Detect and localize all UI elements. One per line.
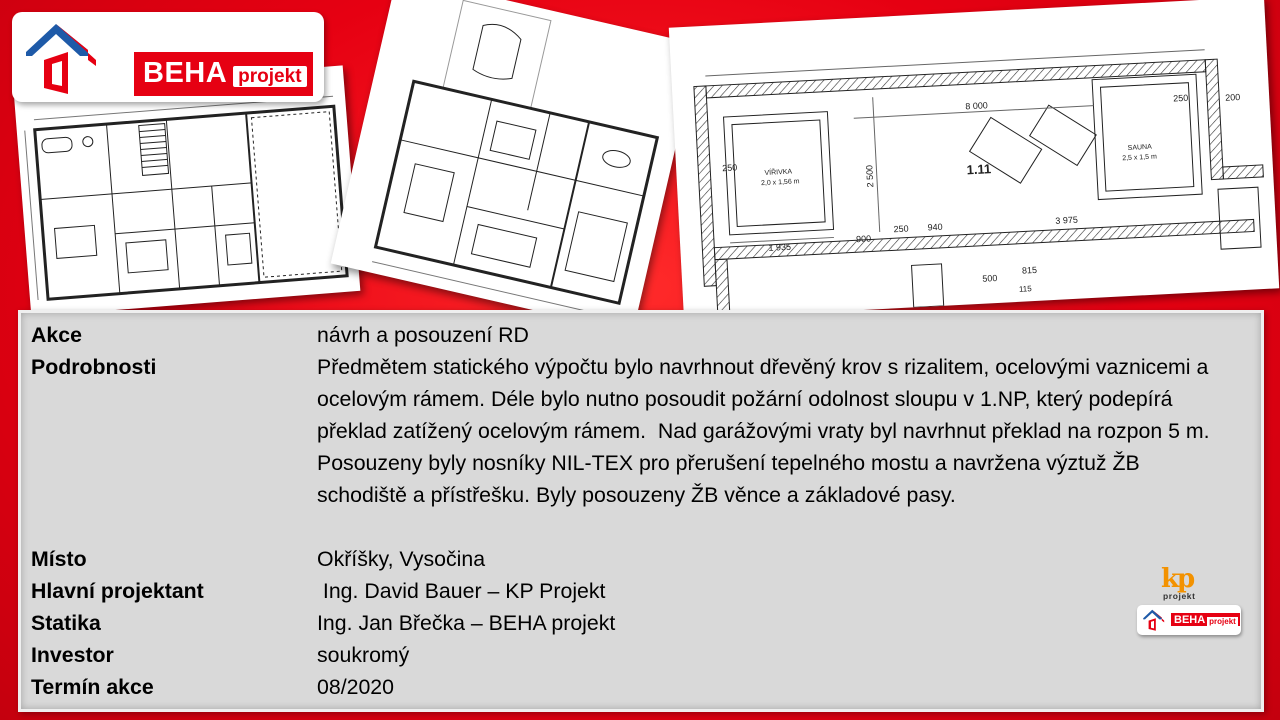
house-logo-icon (1142, 608, 1166, 632)
info-label: Podrobnosti (31, 355, 157, 379)
beha-mini-main: BEHA (1171, 613, 1207, 626)
dimension-1935: 1 935 (768, 241, 792, 253)
info-value: návrh a posouzení RD (317, 323, 529, 347)
info-value: Předmětem statického výpočtu bylo navrhnout dřevěný krov s rizalitem, ocelovými vaznicemi a ocelovým rámem. Déle bylo nutno posoudit požární odolnost sloupu v 1.NP, který podepírá překlad zatížený ocelovým rámem. Nad garážovými vraty byl navrhnut překlad na rozpon 5 m. Posouzeny byly nosníky NIL-TEX pro přerušení tepelného mostu a navržena výztuž ŽB schodiště a přístřešku. Byly posouzeny ŽB věnce a základové pasy. (317, 355, 1216, 507)
floor-plan-detail-drawing (669, 0, 1279, 319)
room-b-label: SAUNA (1127, 143, 1152, 152)
dimension-250-right: 250 (1172, 92, 1189, 104)
dimension-200: 200 (1224, 91, 1241, 103)
wordmark-main: BEHA (134, 52, 233, 96)
dimension-250-left: 250 (721, 162, 738, 174)
beha-mini-sub: projekt (1209, 617, 1236, 626)
floor-plan-upper (14, 65, 361, 316)
floor-plan-detail (669, 0, 1279, 319)
dimension-8000: 8 000 (965, 100, 989, 112)
beha-mini-logo (1137, 605, 1241, 635)
company-logo-card (12, 12, 324, 102)
room-a-size-label: 2,0 x 1,56 m (760, 178, 800, 188)
info-label: Termín akce (31, 675, 154, 699)
beha-mini-sub-wrap (1207, 613, 1240, 626)
info-value: Ing. David Bauer – KP Projekt (317, 579, 606, 603)
dimension-900: 900 (855, 233, 872, 245)
dimension-815: 815 (1021, 264, 1038, 276)
dimension-250: 250 (893, 223, 909, 235)
info-label: Místo (31, 547, 87, 571)
info-label: Akce (31, 323, 82, 347)
kp-logo-mark: kp (1161, 564, 1194, 594)
dimension-115: 115 (1018, 284, 1032, 294)
info-value: Okříšky, Vysočina (317, 547, 486, 571)
dimension-940: 940 (927, 221, 943, 233)
dimension-3975: 3 975 (1055, 214, 1079, 226)
room-a-label: VÍŘIVKA (764, 168, 793, 177)
room-number-label: 1.11 (966, 161, 992, 178)
info-value: Ing. Jan Břečka – BEHA projekt (317, 611, 616, 635)
dimension-2500: 2 500 (864, 164, 876, 188)
info-label: Hlavní projektant (31, 579, 204, 603)
info-value: soukromý (317, 643, 410, 667)
kp-logo-sub: projekt (1163, 591, 1196, 601)
wordmark-sub-wrap (233, 52, 312, 96)
company-wordmark (134, 52, 313, 96)
dimension-500: 500 (982, 272, 998, 284)
project-info-panel (18, 310, 1264, 712)
beha-mini-wordmark (1171, 613, 1240, 626)
room-b-size-label: 2,5 x 1,5 m (1122, 153, 1158, 163)
info-label: Investor (31, 643, 114, 667)
info-label: Statika (31, 611, 101, 635)
info-value: 08/2020 (317, 675, 394, 699)
kp-projekt-logo (1161, 564, 1213, 607)
wordmark-sub: projekt (233, 66, 306, 87)
house-logo-icon (22, 20, 102, 96)
floor-plan-upper-drawing (14, 65, 361, 316)
